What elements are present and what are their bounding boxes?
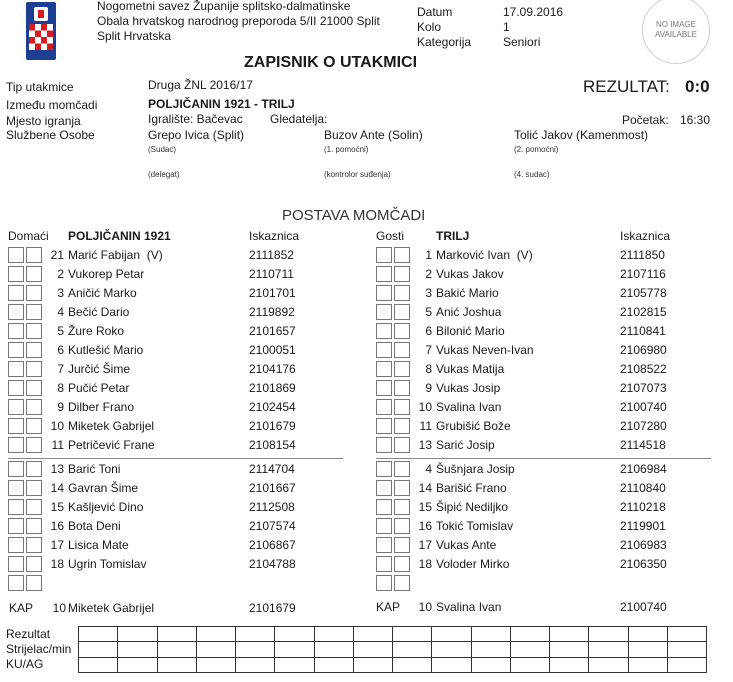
- score-grid-cell[interactable]: [196, 641, 236, 657]
- player-name: Barić Toni: [68, 462, 121, 476]
- player-id: 2110841: [620, 324, 666, 338]
- player-name: Anić Joshua: [436, 305, 502, 319]
- score-grid-cell[interactable]: [78, 657, 118, 673]
- player-id: 2100051: [249, 343, 296, 357]
- score-grid-cell[interactable]: [588, 626, 628, 642]
- player-id: 2119901: [620, 519, 666, 533]
- away-starter-row: [0, 417, 733, 436]
- player-name: Ugrin Tomislav: [68, 557, 147, 571]
- player-name: Voloder Mirko: [436, 557, 510, 571]
- score-grid-cell[interactable]: [274, 641, 314, 657]
- score-grid-cell[interactable]: [78, 626, 118, 642]
- score-grid-cell[interactable]: [667, 641, 707, 657]
- away-sub-row: [0, 574, 733, 593]
- away-kap-number: 10: [418, 600, 432, 614]
- away-starter-checkbox-2[interactable]: [394, 323, 410, 339]
- score-grid-cell[interactable]: [471, 657, 511, 673]
- footer-rezultat-label: Rezultat: [6, 627, 51, 641]
- away-starter-checkbox-2[interactable]: [394, 304, 410, 320]
- player-id: 2110711: [249, 267, 294, 281]
- player-id: 2107280: [620, 419, 667, 433]
- away-sub-row: [0, 517, 733, 536]
- home-team-name: POLJIČANIN 1921: [68, 229, 171, 243]
- player-id: 2106983: [620, 538, 667, 552]
- gledatelja-label: Gledatelja:: [270, 112, 328, 126]
- score-grid-cell[interactable]: [628, 626, 668, 642]
- player-id: 2101667: [249, 481, 296, 495]
- player-number: 13: [418, 438, 432, 452]
- score-grid-cell[interactable]: [353, 641, 393, 657]
- player-number: 11: [419, 419, 432, 433]
- score-grid-cell[interactable]: [431, 626, 471, 642]
- away-sub-checkbox-1[interactable]: [376, 575, 392, 591]
- score-grid-cell[interactable]: [549, 626, 589, 642]
- player-name: Šipić Nediljko: [436, 500, 509, 514]
- player-number: 6: [57, 343, 64, 357]
- away-starter-checkbox-1[interactable]: [376, 323, 392, 339]
- score-grid-cell[interactable]: [117, 641, 157, 657]
- away-starter-row: [0, 379, 733, 398]
- away-sub-checkbox-1[interactable]: [376, 518, 392, 534]
- player-name: Bota Deni: [68, 519, 121, 533]
- sluzbene-label: Službene Osobe: [6, 128, 95, 142]
- mjesto-label: Mjesto igranja: [6, 114, 81, 128]
- player-name: Vukas Josip: [436, 381, 501, 395]
- away-starter-checkbox-1[interactable]: [376, 266, 392, 282]
- postava-title: POSTAVA MOMČADI: [282, 207, 426, 224]
- player-id: 2114518: [620, 438, 666, 452]
- player-id: 2104176: [249, 362, 296, 376]
- rezultat-label: REZULTAT:: [583, 77, 670, 96]
- player-name: Sarić Josip: [436, 438, 495, 452]
- no-image-text: NO IMAGE AVAILABLE: [655, 20, 697, 39]
- player-number: 17: [418, 538, 432, 552]
- away-starter-checkbox-2[interactable]: [394, 285, 410, 301]
- player-id: 2114704: [249, 462, 295, 476]
- away-sub-checkbox-2[interactable]: [394, 575, 410, 591]
- datum-label: Datum: [417, 5, 453, 19]
- away-starter-checkbox-1[interactable]: [376, 418, 392, 434]
- player-id: 2101869: [249, 381, 296, 395]
- player-number: 2: [425, 267, 432, 281]
- away-kap-label: KAP: [376, 600, 401, 614]
- player-name: Gavran Šime: [68, 481, 139, 495]
- official-pomocni2-role: (2. pomoćni): [514, 145, 559, 154]
- player-name: Grubišić Bože: [436, 419, 511, 433]
- kontrolor-role: (kontrolor suđenja): [324, 170, 391, 179]
- player-id: 2106350: [620, 557, 667, 571]
- org-line-3: Split Hrvatska: [97, 29, 172, 43]
- player-name: Šušnjara Josip: [436, 462, 515, 476]
- away-sub-row: [0, 536, 733, 555]
- player-id: 2112508: [249, 500, 295, 514]
- away-starter-checkbox-1[interactable]: [376, 247, 392, 263]
- score-grid-cell[interactable]: [392, 641, 432, 657]
- home-kap-label: KAP: [9, 601, 34, 615]
- score-grid-cell[interactable]: [314, 657, 354, 673]
- away-kap-name: Svalina Ivan: [436, 600, 502, 614]
- score-grid-cell[interactable]: [353, 626, 393, 642]
- score-grid-cell[interactable]: [235, 657, 275, 673]
- score-grid-cell[interactable]: [353, 657, 393, 673]
- player-number: 14: [50, 481, 64, 495]
- away-starter-row: [0, 284, 733, 303]
- away-sub-row: [0, 555, 733, 574]
- away-starter-checkbox-2[interactable]: [394, 266, 410, 282]
- home-side-label: Domaći: [8, 229, 49, 243]
- player-name: Bečić Dario: [68, 305, 130, 319]
- score-grid-cell[interactable]: [117, 657, 157, 673]
- score-grid: [78, 626, 706, 672]
- away-starter-row: [0, 398, 733, 417]
- away-starter-row: [0, 322, 733, 341]
- score-grid-cell[interactable]: [117, 626, 157, 642]
- score-grid-cell[interactable]: [628, 657, 668, 673]
- score-grid-cell[interactable]: [392, 657, 432, 673]
- player-number: 5: [57, 324, 64, 338]
- away-starter-checkbox-2[interactable]: [394, 418, 410, 434]
- player-id: 2101679: [249, 419, 296, 433]
- score-grid-cell[interactable]: [78, 641, 118, 657]
- player-number: 9: [57, 400, 64, 414]
- player-number: 5: [425, 305, 432, 319]
- player-id: 2110840: [620, 481, 666, 495]
- score-grid-cell[interactable]: [274, 657, 314, 673]
- player-number: 14: [418, 481, 432, 495]
- score-grid-cell[interactable]: [274, 626, 314, 642]
- away-sub-row: [0, 479, 733, 498]
- player-name: Vukas Matija: [436, 362, 505, 376]
- player-id: 2106867: [249, 538, 296, 552]
- away-sub-checkbox-2[interactable]: [394, 480, 410, 496]
- home-kap-id: 2101679: [249, 601, 296, 615]
- player-name: Bakić Mario: [436, 286, 499, 300]
- player-number: 18: [50, 557, 64, 571]
- player-number: 11: [51, 438, 64, 452]
- player-id: 2101657: [249, 324, 296, 338]
- footer-kuag-label: KU/AG: [6, 657, 44, 671]
- away-starter-checkbox-2[interactable]: [394, 247, 410, 263]
- player-number: 3: [425, 286, 432, 300]
- hns-logo: [26, 2, 56, 60]
- player-number: 8: [57, 381, 64, 395]
- score-grid-cell[interactable]: [235, 626, 275, 642]
- player-number: 7: [57, 362, 64, 376]
- player-id: 2106984: [620, 462, 667, 476]
- izmedu-label: Između momčadi: [6, 98, 98, 112]
- player-number: 10: [50, 419, 64, 433]
- away-starter-row: [0, 360, 733, 379]
- player-id: 2107574: [249, 519, 296, 533]
- score-grid-cell[interactable]: [471, 641, 511, 657]
- player-id: 2111852: [249, 248, 294, 262]
- home-id-header: Iskaznica: [249, 229, 300, 243]
- away-sub-checkbox-1[interactable]: [376, 499, 392, 515]
- away-starter-checkbox-1[interactable]: [376, 399, 392, 415]
- player-name: Marković Ivan (V): [436, 248, 533, 262]
- kategorija-value: Seniori: [503, 35, 541, 49]
- score-grid-cell[interactable]: [510, 641, 550, 657]
- teams-value: POLJIČANIN 1921 - TRILJ: [148, 97, 295, 111]
- score-grid-cell[interactable]: [392, 626, 432, 642]
- score-grid-cell[interactable]: [235, 641, 275, 657]
- away-sub-checkbox-1[interactable]: [376, 480, 392, 496]
- away-starter-checkbox-2[interactable]: [394, 399, 410, 415]
- away-sub-checkbox-2[interactable]: [394, 499, 410, 515]
- player-id: 2104788: [249, 557, 296, 571]
- player-name: Petričević Frane: [68, 438, 155, 452]
- player-id: 2108522: [620, 362, 667, 376]
- away-starter-checkbox-1[interactable]: [376, 361, 392, 377]
- player-number: 6: [425, 324, 432, 338]
- player-name: Lisica Mate: [68, 538, 129, 552]
- away-sub-checkbox-1[interactable]: [376, 461, 392, 477]
- score-grid-cell[interactable]: [157, 641, 197, 657]
- score-grid-cell[interactable]: [157, 657, 197, 673]
- score-grid-cell[interactable]: [157, 626, 197, 642]
- away-side-label: Gosti: [376, 229, 405, 243]
- player-name: Barišić Frano: [436, 481, 507, 495]
- player-number: 16: [50, 519, 64, 533]
- player-name: Vukas Neven-Ivan: [436, 343, 534, 357]
- away-starter-checkbox-1[interactable]: [376, 437, 392, 453]
- player-name: Svalina Ivan: [436, 400, 502, 414]
- player-id: 2111850: [620, 248, 665, 262]
- player-number: 7: [425, 343, 432, 357]
- rezultat-value: 0:0: [685, 77, 710, 96]
- score-grid-cell[interactable]: [667, 657, 707, 673]
- away-kap-id: 2100740: [620, 600, 667, 614]
- cetvrti-sudac-role: (4. sudac): [514, 170, 550, 179]
- away-starter-checkbox-2[interactable]: [394, 342, 410, 358]
- away-starter-checkbox-2[interactable]: [394, 380, 410, 396]
- player-name: Vukorep Petar: [68, 267, 145, 281]
- player-number: 2: [57, 267, 64, 281]
- away-subs-divider: [376, 458, 711, 459]
- score-grid-cell[interactable]: [588, 641, 628, 657]
- kategorija-label: Kategorija: [417, 35, 472, 49]
- away-starter-checkbox-1[interactable]: [376, 304, 392, 320]
- player-name: Vukas Jakov: [436, 267, 504, 281]
- player-id: 2102815: [620, 305, 667, 319]
- away-sub-checkbox-2[interactable]: [394, 461, 410, 477]
- org-line-2: Obala hrvatskog narodnog preporoda 5/II 21000 Split: [97, 14, 380, 28]
- score-grid-cell[interactable]: [549, 641, 589, 657]
- score-grid-cell[interactable]: [588, 657, 628, 673]
- official-sudac-role: (Sudac): [148, 145, 177, 154]
- home-kap-number: 10: [52, 601, 66, 615]
- player-name: Dilber Frano: [68, 400, 135, 414]
- comet-id: [503, 0, 551, 1]
- away-id-header: Iskaznica: [620, 229, 671, 243]
- player-id: 2107116: [620, 267, 666, 281]
- away-starter-row: [0, 265, 733, 284]
- away-starter-row: [0, 436, 733, 455]
- player-number: 4: [425, 462, 432, 476]
- player-name: Pučić Petar: [68, 381, 130, 395]
- player-name: Vukas Ante: [436, 538, 497, 552]
- player-number: 9: [425, 381, 432, 395]
- kolo-value: 1: [503, 20, 510, 34]
- player-name: Tokić Tomislav: [436, 519, 514, 533]
- score-grid-cell[interactable]: [667, 626, 707, 642]
- player-id: 2107073: [620, 381, 667, 395]
- player-number: 13: [50, 462, 64, 476]
- player-id: 2102454: [249, 400, 296, 414]
- player-id: 2101701: [249, 286, 296, 300]
- score-grid-cell[interactable]: [314, 626, 354, 642]
- player-number: 8: [425, 362, 432, 376]
- player-number: 15: [50, 500, 64, 514]
- home-subs-divider: [8, 458, 343, 459]
- igraliste-value: Igralište: Bačevac: [148, 112, 243, 126]
- score-grid-cell[interactable]: [628, 641, 668, 657]
- player-id: 2110218: [620, 500, 666, 514]
- score-grid-cell[interactable]: [314, 641, 354, 657]
- away-sub-checkbox-2[interactable]: [394, 556, 410, 572]
- page-title: ZAPISNIK O UTAKMICI: [244, 54, 418, 71]
- player-id: 2105778: [620, 286, 667, 300]
- player-number: 1: [425, 248, 432, 262]
- player-name: Aničić Marko: [68, 286, 137, 300]
- home-kap-name: Miketek Gabrijel: [68, 601, 155, 615]
- player-name: Bilonić Mario: [436, 324, 505, 338]
- score-grid-cell[interactable]: [431, 641, 471, 657]
- score-grid-cell[interactable]: [471, 626, 511, 642]
- official-pomocni1-name: Buzov Ante (Solin): [324, 128, 423, 142]
- player-name: Kašljević Dino: [68, 500, 144, 514]
- tip-label: Tip utakmice: [6, 80, 74, 94]
- away-starter-row: [0, 341, 733, 360]
- player-number: 4: [57, 305, 64, 319]
- player-number: 3: [57, 286, 64, 300]
- player-number: 17: [50, 538, 64, 552]
- player-id: 2100740: [620, 400, 667, 414]
- away-starter-checkbox-1[interactable]: [376, 342, 392, 358]
- player-number: 16: [418, 519, 432, 533]
- player-name: Miketek Gabrijel: [68, 419, 155, 433]
- pocetak-value: 16:30: [680, 113, 711, 127]
- player-name: Jurčić Šime: [68, 362, 131, 376]
- away-sub-row: [0, 460, 733, 479]
- kolo-label: Kolo: [417, 20, 442, 34]
- player-name: Žure Roko: [68, 324, 125, 338]
- pocetak-label: Početak:: [622, 113, 669, 127]
- player-id: 2108154: [249, 438, 296, 452]
- delegat-role: (delegat): [148, 170, 180, 179]
- score-grid-cell[interactable]: [510, 626, 550, 642]
- away-starter-checkbox-2[interactable]: [394, 361, 410, 377]
- official-pomocni2-name: Tolić Jakov (Kamenmost): [514, 128, 649, 142]
- away-starter-checkbox-1[interactable]: [376, 380, 392, 396]
- away-sub-checkbox-1[interactable]: [376, 556, 392, 572]
- footer-strijelac-label: Strijelac/min: [6, 642, 72, 656]
- player-name: Kutlešić Mario: [68, 343, 144, 357]
- away-starter-checkbox-1[interactable]: [376, 285, 392, 301]
- player-number: 10: [418, 400, 432, 414]
- player-id: 2106980: [620, 343, 667, 357]
- away-sub-checkbox-1[interactable]: [376, 537, 392, 553]
- org-line-1: Nogometni savez Županije splitsko-dalmatinske: [97, 0, 351, 13]
- score-grid-cell[interactable]: [510, 657, 550, 673]
- official-pomocni1-role: (1. pomoćni): [324, 145, 369, 154]
- player-number: 21: [50, 248, 64, 262]
- away-team-name: TRILJ: [436, 229, 470, 243]
- player-name: Marić Fabijan (V): [68, 248, 163, 262]
- away-sub-checkbox-2[interactable]: [394, 537, 410, 553]
- player-id: 2119892: [249, 305, 295, 319]
- datum-value: 17.09.2016: [503, 5, 564, 19]
- no-image-placeholder: [642, 0, 710, 64]
- away-sub-row: [0, 498, 733, 517]
- away-starter-row: [0, 303, 733, 322]
- tip-value: Druga ŽNL 2016/17: [148, 78, 253, 92]
- score-grid-cell[interactable]: [431, 657, 471, 673]
- score-grid-cell[interactable]: [549, 657, 589, 673]
- player-number: 15: [418, 500, 432, 514]
- player-number: 18: [418, 557, 432, 571]
- away-starter-row: [0, 246, 733, 265]
- away-sub-checkbox-2[interactable]: [394, 518, 410, 534]
- score-grid-cell[interactable]: [196, 657, 236, 673]
- official-sudac-name: Grepo Ivica (Split): [148, 128, 245, 142]
- score-grid-cell[interactable]: [196, 626, 236, 642]
- away-starter-checkbox-2[interactable]: [394, 437, 410, 453]
